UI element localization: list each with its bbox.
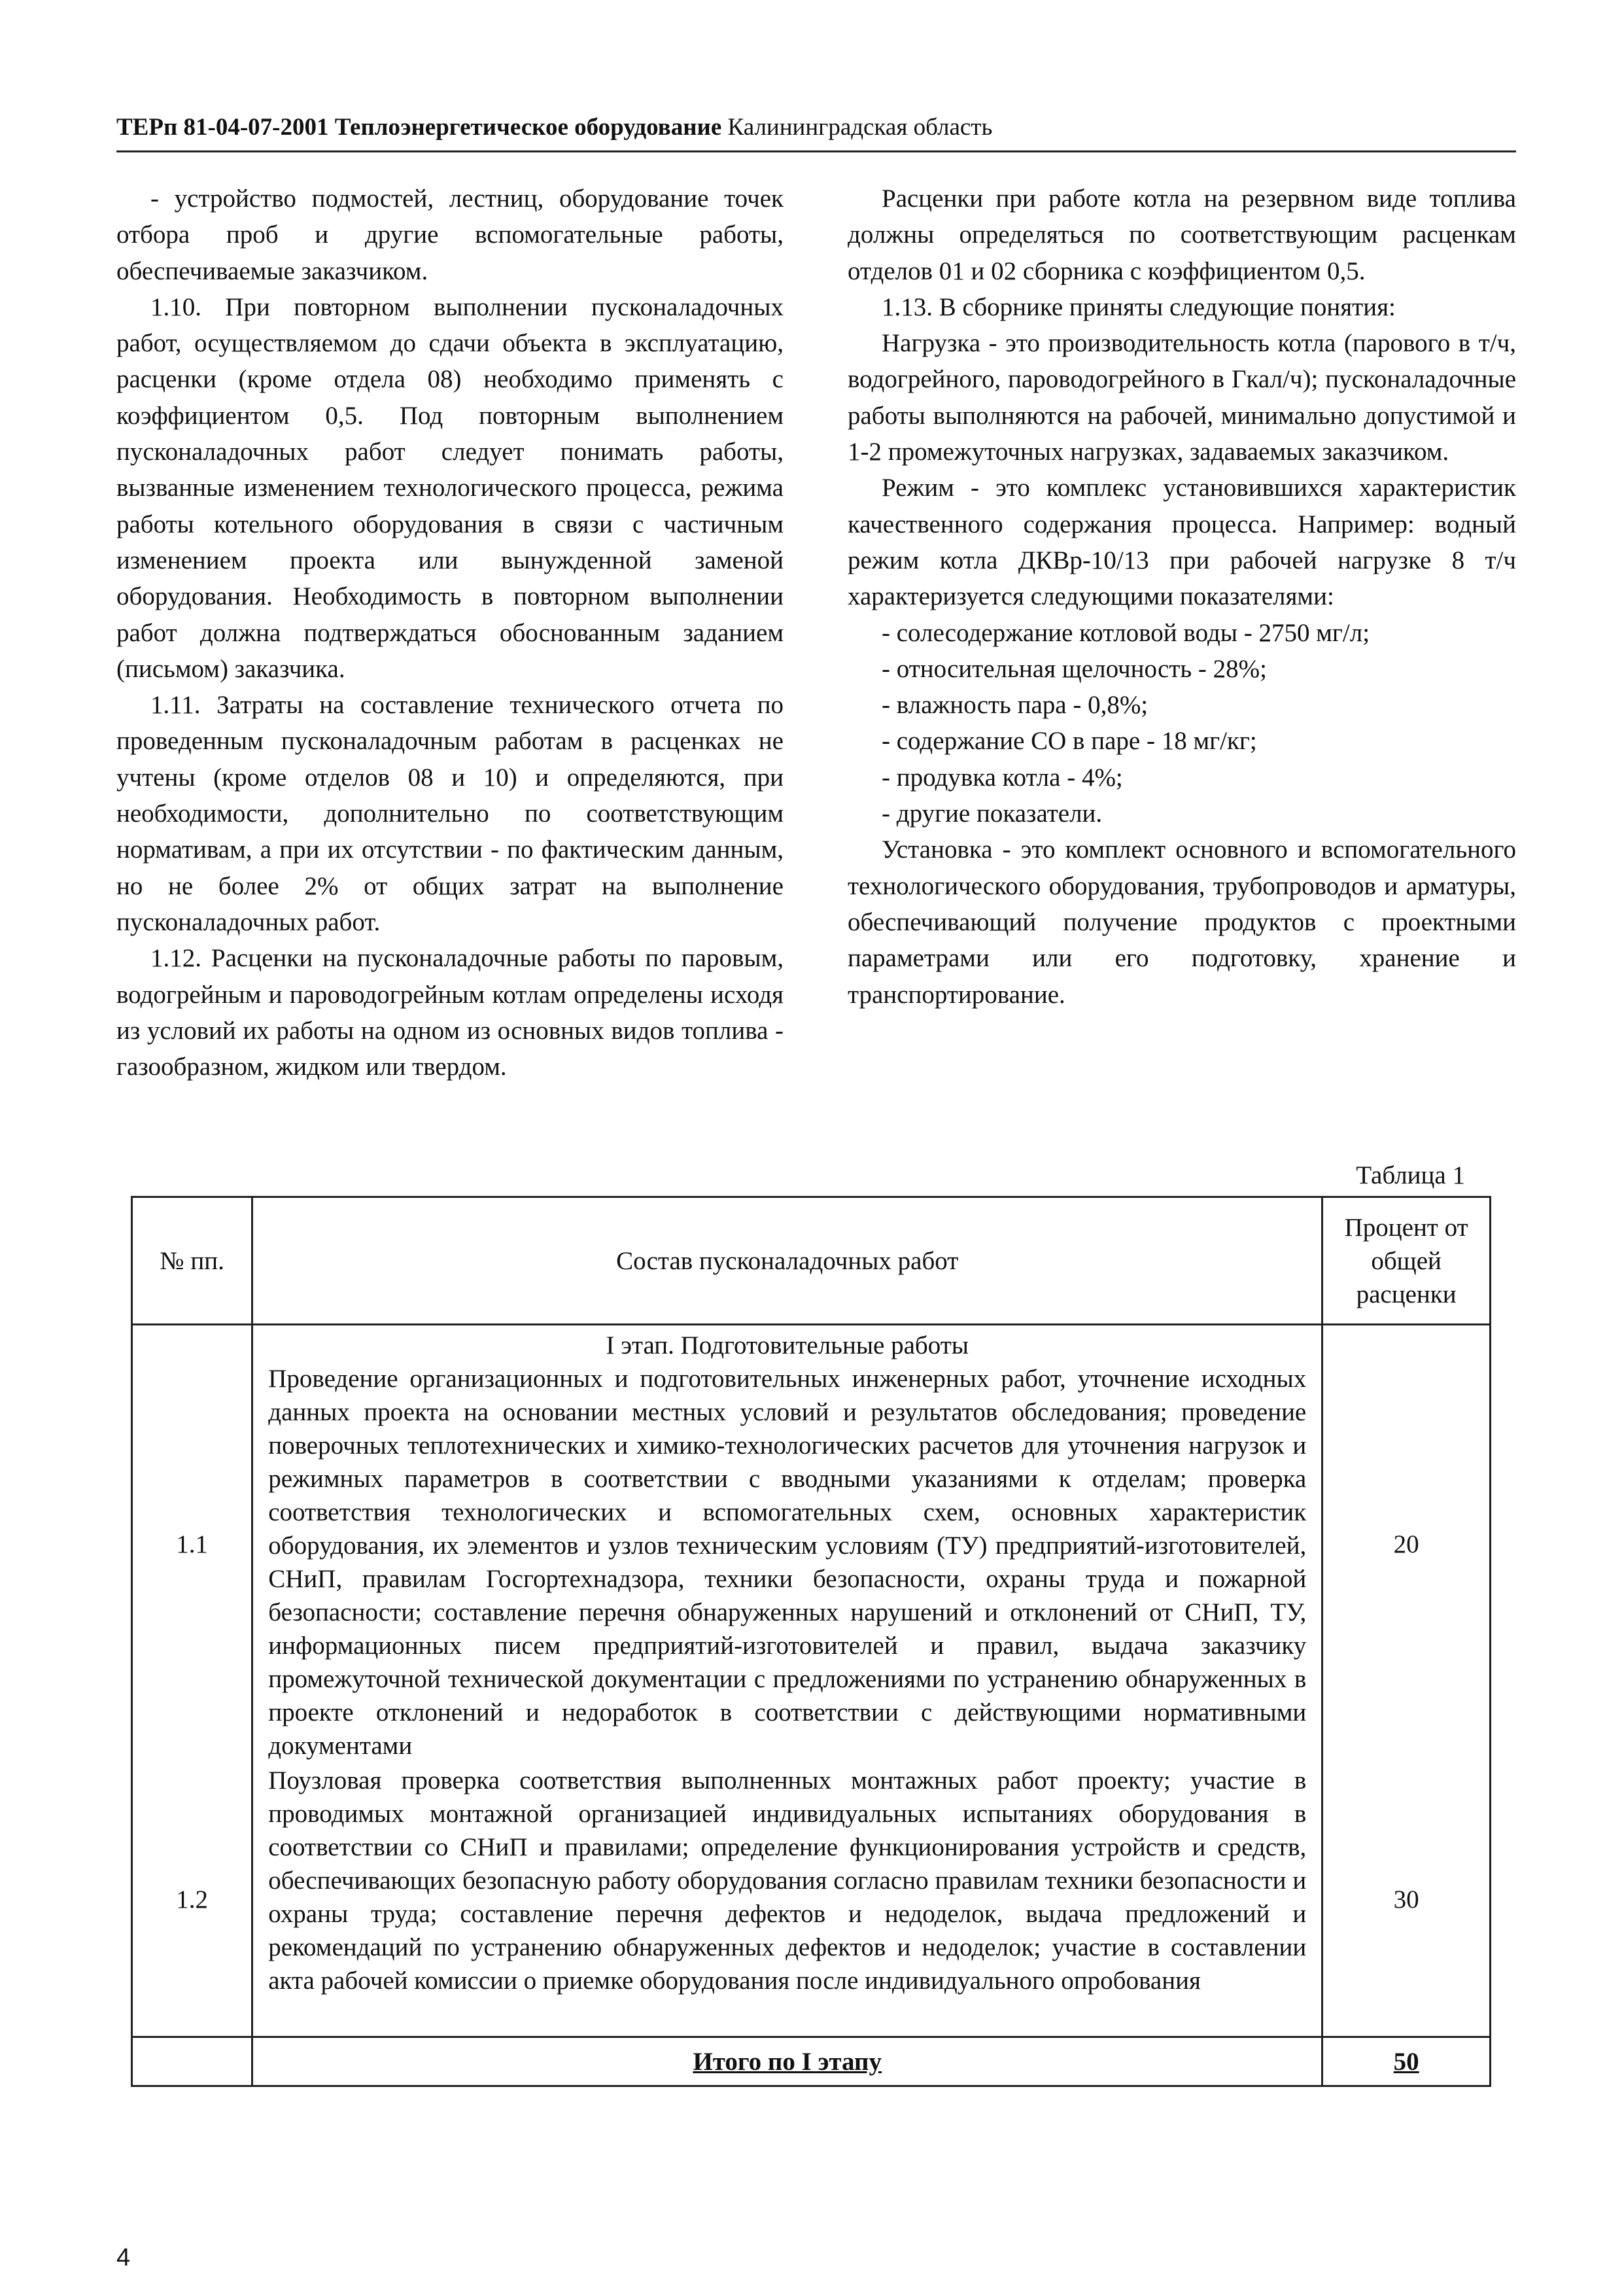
row-number: 1.1 [132,1325,252,1764]
list-item: - влажность пара - 0,8%; [882,691,1149,720]
running-header [116,111,1516,152]
row-content [252,1325,1322,1764]
header-title: Теплоэнергетическое оборудование [334,114,722,141]
list-item: - содержание СО в паре - 18 мг/кг; [882,727,1257,756]
header-cell-percent: Процент от общей расценки [1322,1197,1491,1325]
total-label: Итого по I этапу [252,2037,1322,2086]
paragraph-1-11: 1.11. Затраты на составление технического отчета по проведенным пусконаладочным работам в расценках не учтены (кроме отделов 08 и 10) и определяются, при необходимости, дополнительно по соответствующим нормативам, а при их отсутствии - по фактическим данным, но не более 2% от общих затрат на выполнение пусконаладочных работ. [116,691,784,936]
paragraph-1-13: 1.13. В сборнике приняты следующие понятия: [882,292,1396,321]
row-content [252,1763,1322,2037]
works-table [131,1196,1491,2087]
total-row [132,2037,1491,2086]
stage-title: I этап. Подготовительные работы [606,1331,969,1359]
definition-load: Нагрузка - это производительность котла (парового в т/ч, водогрейного, пароводогрейного в Гкал/ч); пусконаладочные работы выполняются на рабочей, минимально допустимой и 1-2 промежуточных нагрузках, задаваемых заказчиком. [848,329,1516,466]
row-percent: 20 [1322,1325,1491,1764]
row-text: Поузловая проверка соответствия выполненных монтажных работ проекту; участие в проводимых монтажной организацией индивидуальных испытаниях оборудования в соответствии со СНиП и правилами; определение функционирования устройств и средств, обеспечивающих безопасную работу оборудования согласно правилам техники безопасности и охраны труда; составление перечня дефектов и недоделок, выдача предложений и рекомендаций по устранению обнаруженных дефектов и недоделок; участие в составлении акта рабочей комиссии о приемке оборудования после индивидуального опробования [268,1766,1307,1995]
total-empty-cell [132,2037,252,2086]
table-header-row [132,1197,1491,1325]
right-column [848,181,1516,1013]
table-caption: Таблица 1 [1356,1161,1465,1189]
paragraph-1-10: 1.10. При повторном выполнении пусконаладочных работ, осуществляемом до сдачи объекта в эксплуатацию, расценки (кроме отдела 08) необходимо применять с коэффициентом 0,5. Под повторным выполнением пусконаладочных работ следует понимать работы, вызванные изменением технологического процесса, режима работы котельного оборудования в связи с частичным изменением проекта или вынужденной заменой оборудования. Необходимость в повторном выполнении работ должна подтверждаться обоснованным заданием (письмом) заказчика. [116,292,784,683]
header-code: ТЕРп 81-04-07-2001 [116,114,329,141]
row-number: 1.2 [132,1763,252,2037]
paragraph: - устройство подмостей, лестниц, оборудование точек отбора проб и другие вспомогательные работы, обеспечиваемые заказчиком. [116,184,784,285]
definition-mode: Режим - это комплекс установившихся характеристик качественного содержания процесса. Например: водный режим котла ДКВр-10/13 при рабочей нагрузке 8 т/ч характеризуется следующими показателями: [848,474,1516,611]
table-row [132,1325,1491,1764]
paragraph-1-12: 1.12. Расценки на пусконаладочные работы по паровым, водогрейным и пароводогрейным котлам определены исходя из условий их работы на одном из основных видов топлива - газообразном, жидком или твердом. [116,944,784,1081]
list-item: - солесодержание котловой воды - 2750 мг/л; [882,618,1370,647]
header-cell-number: № пп. [132,1197,252,1325]
table-row [132,1763,1491,2037]
list-item: - другие показатели. [882,799,1103,828]
header-cell-composition: Состав пусконаладочных работ [252,1197,1322,1325]
header-region: Калининградская область [727,114,993,141]
row-text: Проведение организационных и подготовительных инженерных работ, уточнение исходных данных проекта на основании местных условий и результатов обследования; проведение поверочных теплотехнических и химико-технологических расчетов для уточнения нагрузок и режимных параметров в соответствии с вводными указаниями к отделам; проверка соответствия технологических и вспомогательных схем, основных характеристик оборудования, их элементов и узлов техническим условиям (ТУ) предприятий-изготовителей, СНиП, правилам Госгортехнадзора, техники безопасности, охраны труда и пожарной безопасности; составление перечня обнаруженных нарушений и отклонений от СНиП, ТУ, информационных писем предприятий-изготовителей и правил, выдача заказчику промежуточной технической документации с предложениями по устранению обнаруженных в проекте отклонений и недоработок в соответствии с действующими нормативными документами [268,1365,1307,1760]
total-value: 50 [1322,2037,1491,2086]
list-item: - продувка котла - 4%; [882,763,1123,792]
list-item: - относительная щелочность - 28%; [882,654,1267,683]
row-percent: 30 [1322,1763,1491,2037]
left-column [116,181,784,1085]
definition-installation: Установка - это комплект основного и вспомогательного технологического оборудования, трубопроводов и арматуры, обеспечивающий получение продуктов с проектными параметрами или его подготовку, хранение и транспортирование. [848,835,1516,1009]
paragraph: Расценки при работе котла на резервном виде топлива должны определяться по соответствующим расценкам отделов 01 и 02 сборника с коэффициентом 0,5. [848,184,1516,285]
page-number: 4 [116,2244,131,2271]
